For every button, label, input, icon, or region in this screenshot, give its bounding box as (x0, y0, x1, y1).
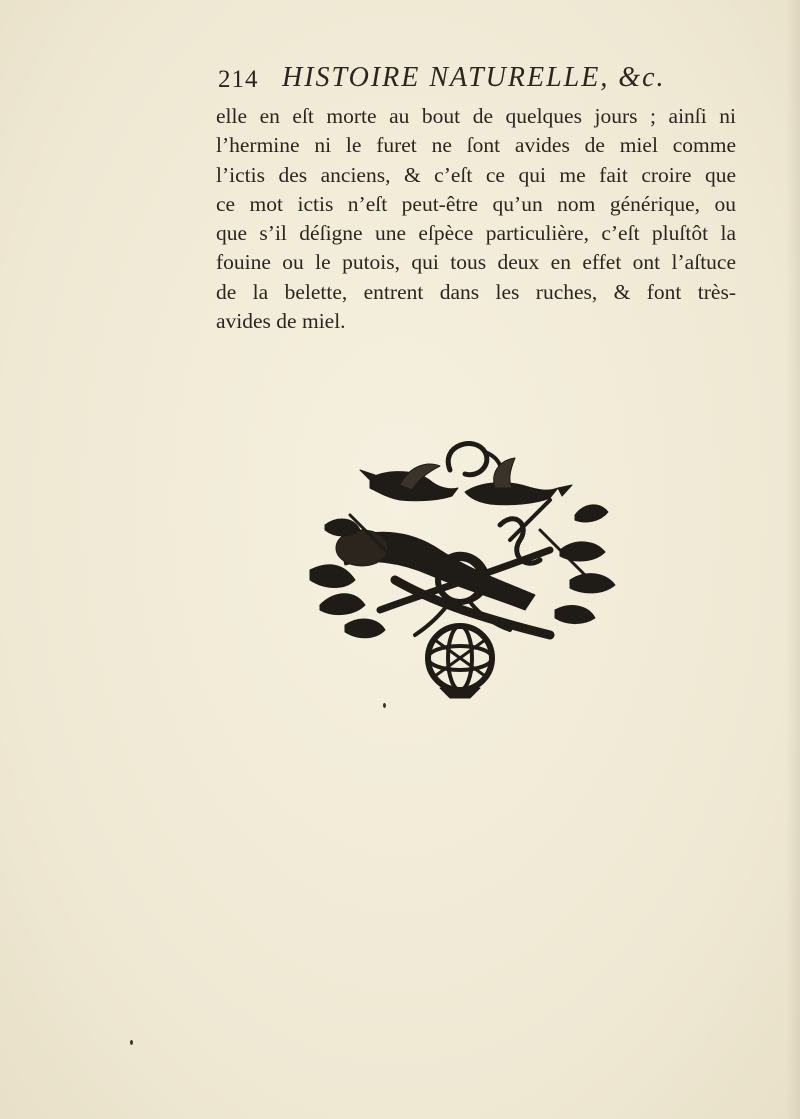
running-title: HISTOIRE NATURELLE, &c. (282, 62, 666, 93)
page-edge-shadow (786, 0, 800, 1119)
text-line: ce mot ictis n’eſt peut-être qu’un nom générique, ou (216, 191, 736, 216)
text-line: elle en eſt morte au bout de quelques jours ; ainſi ni (216, 104, 736, 128)
running-head (218, 62, 688, 102)
text-line: que s’il déſigne une eſpèce particulière, c’eſt pluſtôt la (216, 221, 736, 246)
text-line: l’ictis des anciens, & c’eſt ce qui me fait croire que (216, 162, 736, 187)
ornamental-vignette-icon (300, 430, 625, 705)
paper-speck (130, 1040, 133, 1045)
text-line: de la belette, entrent dans les ruches, & font très- (216, 279, 736, 304)
paper-speck (383, 703, 386, 708)
text-line: avides de miel. (216, 309, 346, 334)
body-text (216, 102, 736, 336)
text-line: fouine ou le putois, qui tous deux en effet ont l’aſtuce (216, 250, 736, 275)
page-number: 214 (218, 66, 259, 93)
text-line: l’hermine ni le furet ne ſont avides de miel comme (216, 133, 736, 158)
